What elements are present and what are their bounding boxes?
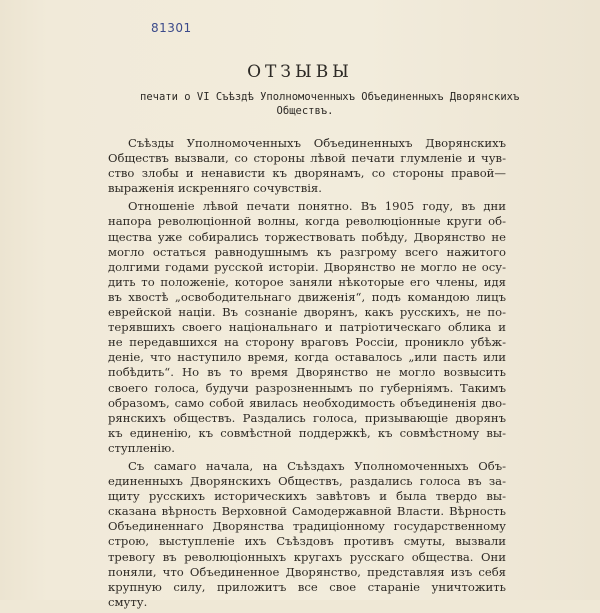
paragraph: [108, 136, 506, 196]
text-line: въ хвостѣ „освободительнаго движенія“, подъ командою лицъ: [108, 289, 506, 304]
text-line: ство злобы и ненависти къ дворянамъ, со стороны правой—: [108, 166, 506, 181]
text-line: еврейской націи. Въ сознаніе дворянъ, какъ русскихъ, не по-: [108, 305, 506, 320]
text-line: дить то положеніе, которое заняли нѣкоторые его члены, идя: [108, 274, 506, 289]
subtitle-line: печати о VI Съѣздѣ Уполномоченныхъ Объединенныхъ Дворянскихъ: [140, 91, 520, 103]
text-line: могло остаться равнодушнымъ къ разгрому всего нажитого: [108, 244, 506, 259]
text-line: напора революціонной волны, когда революціонные круги об-: [108, 214, 506, 229]
text-line: сказана вѣрность Верховной Самодержавной Власти. Вѣрность: [108, 504, 506, 519]
text-line: строю, выступленіе ихъ Съѣздовъ противъ смуты, вызвали: [108, 534, 506, 549]
document-body: [108, 136, 506, 613]
text-line: побѣдить“. Но въ то время Дворянство не могло возвысить: [108, 365, 506, 380]
text-line: Съѣзды Уполномоченныхъ Объединенныхъ Дворянскихъ: [128, 136, 506, 150]
text-line: образомъ, само собой явилась необходимость объединенія дво-: [108, 395, 506, 410]
text-line: щиту русскихъ историческихъ завѣтовъ и была твердо вы-: [108, 489, 506, 504]
text-line: выраженія искренняго сочувствія.: [108, 181, 322, 196]
text-line: Отношеніе лѣвой печати понятно. Въ 1905 году, въ дни: [128, 199, 506, 214]
page-subtitle: [140, 90, 520, 118]
text-line: ступленію.: [108, 440, 175, 455]
text-line: Объединеннаго Дворянства традиціонному государственному: [108, 519, 506, 534]
paragraph: [108, 199, 506, 456]
text-line: смуту.: [108, 594, 148, 609]
text-line: единенныхъ Дворянскихъ Обществъ, раздались голоса въ за-: [108, 474, 506, 489]
text-line: рянскихъ обществъ. Раздались голоса, призывающіе дворянъ: [108, 410, 506, 425]
text-line: крупную силу, приложитъ все свое стараніе уничтожить: [108, 579, 506, 594]
subtitle-line: Обществъ.: [276, 105, 334, 117]
page-title: ОТЗЫВЫ: [247, 62, 353, 82]
text-line: къ единенію, къ совмѣстной поддержкѣ, къ совмѣстному вы-: [108, 425, 506, 440]
text-line: не передавшихся на сторону враговъ Россіи, проникло убѣж-: [108, 335, 506, 350]
text-line: долгими годами русской исторіи. Дворянство не могло не осу-: [108, 259, 506, 274]
text-line: тревогу въ революціонныхъ кругахъ русскаго общества. Они: [108, 549, 506, 564]
text-line: терявшихъ своего національнаго и патріотическаго облика и: [108, 320, 506, 335]
text-line: Обществъ вызвали, со стороны лѣвой печати глумленіе и чув-: [108, 151, 506, 166]
paragraph: [108, 459, 506, 610]
text-line: поняли, что Объединенное Дворянство, представляя изъ себя: [108, 564, 506, 579]
text-line: Съ самаго начала, на Съѣздахъ Уполномоченныхъ Объ-: [128, 458, 506, 473]
text-line: щества уже собирались торжествовать побѣду, Дворянство не: [108, 229, 506, 244]
library-shelfmark: 81301: [151, 21, 192, 35]
text-line: деніе, что наступило время, когда оставалось „или пасть или: [108, 350, 506, 365]
text-line: своего голоса, будучи разрозненнымъ по губерніямъ. Такимъ: [108, 380, 506, 395]
